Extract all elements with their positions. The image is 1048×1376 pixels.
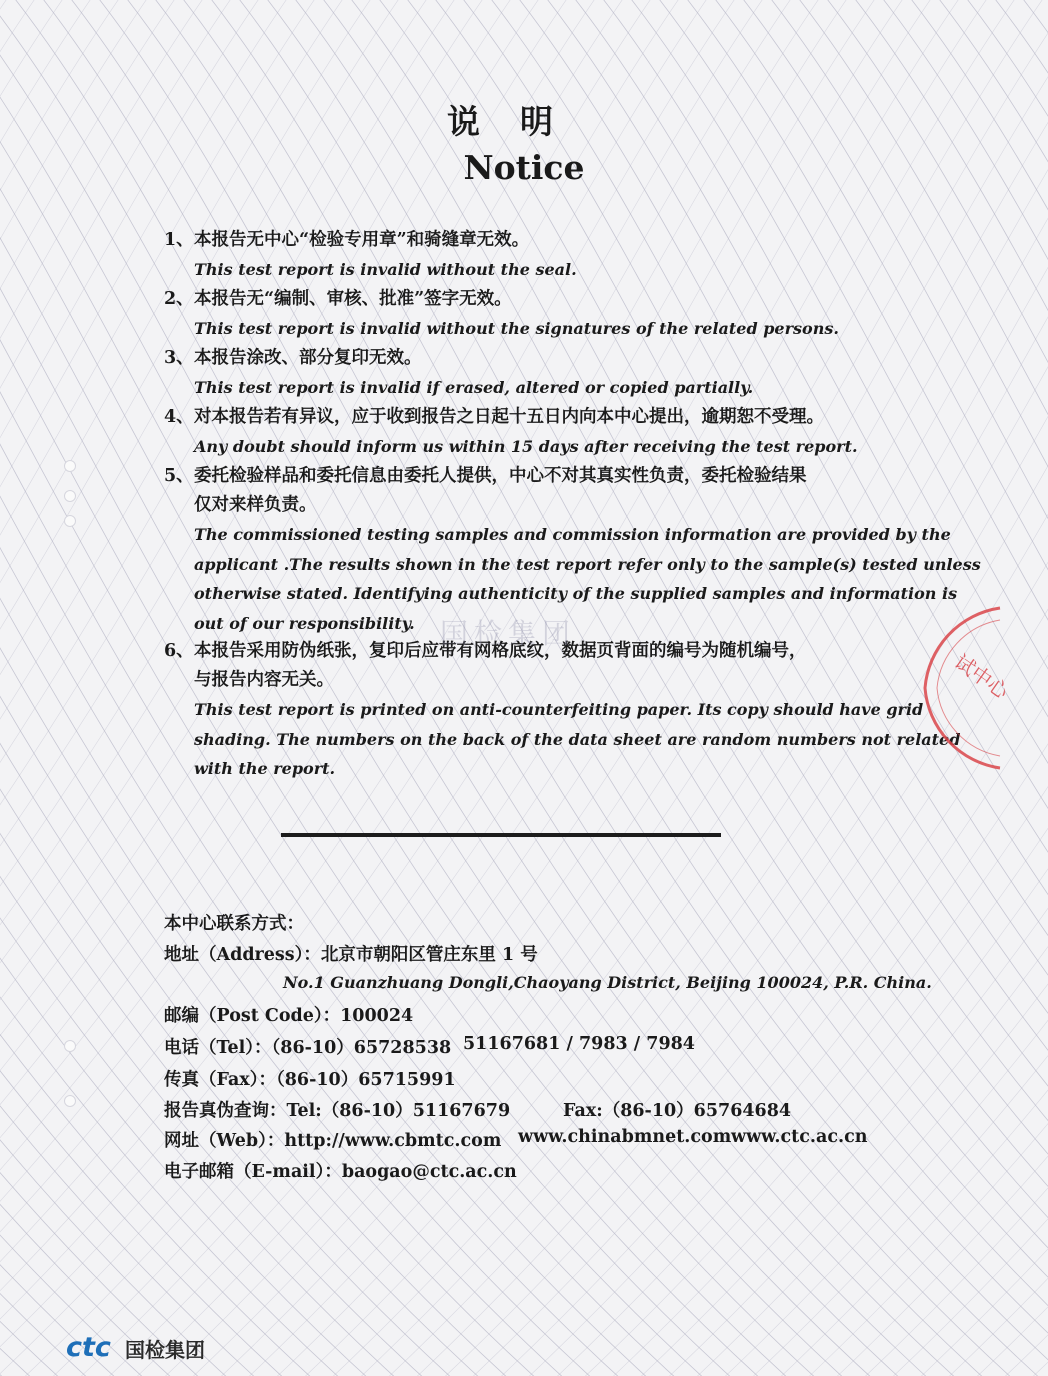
web-link-3[interactable]: www.ctc.ac.cn: [731, 1127, 868, 1147]
item-cn: 1、本报告无中心“检验专用章”和骑缝章无效。: [164, 226, 577, 255]
item-en: out of our responsibility.: [194, 613, 415, 633]
web-link-2[interactable]: www.chinabmnet.com: [518, 1127, 732, 1147]
divider-rule: [281, 833, 721, 837]
address-row: [164, 941, 538, 966]
item-cn: 与报告内容无关。: [194, 670, 334, 690]
pattern-line: [0, 0, 104, 1376]
web-row: [164, 1127, 501, 1152]
punch-hole: [64, 460, 76, 472]
notice-item-1: [164, 226, 577, 285]
tel-row: [164, 1034, 451, 1059]
fax-label: 传真（Fax）：: [164, 1070, 276, 1090]
watermark-text: 国检集团: [440, 617, 577, 650]
postcode-row: [164, 1002, 413, 1027]
notice-item-3: [164, 344, 753, 403]
seal-text: 试中心: [950, 649, 1014, 704]
pattern-line: [0, 0, 28, 1376]
item-en: This test report is invalid without the signatures of the related persons.: [194, 319, 839, 338]
fax-value: （86-10）65715991: [276, 1070, 456, 1090]
email-value[interactable]: baogao@ctc.ac.cn: [341, 1162, 517, 1182]
item-en: otherwise stated. Identifying authenticity of the supplied samples and information is: [194, 584, 958, 603]
item-en: This test report is printed on anti-counterfeiting paper. Its copy should have grid: [194, 700, 924, 719]
verify-label: 报告真伪查询：: [164, 1101, 287, 1121]
item-en: The commissioned testing samples and commission information are provided by the: [194, 525, 951, 544]
notice-item-6: [164, 637, 960, 784]
punch-hole: [64, 490, 76, 502]
pattern-line: [0, 0, 84, 1376]
tel-value: （86-10）65728538: [271, 1038, 452, 1058]
web-label: 网址（Web）：: [164, 1131, 285, 1151]
post-value: 100024: [340, 1006, 414, 1026]
notice-item-4: [164, 403, 858, 462]
verify-tel: Tel:（86-10）51167679: [286, 1101, 511, 1121]
punch-hole: [64, 1040, 76, 1052]
item-en: This test report is invalid if erased, altered or copied partially.: [194, 378, 754, 397]
item-cn: 5、委托检验样品和委托信息由委托人提供，中心不对其真实性负责，委托检验结果: [164, 462, 981, 491]
ctc-logo-mark: [66, 1332, 122, 1363]
pattern-line: [0, 0, 48, 1376]
tel-label: 电话（Tel）：: [164, 1038, 272, 1058]
verify-fax: Fax:（86-10）65764684: [563, 1101, 792, 1121]
post-label: 邮编（Post Code）：: [164, 1006, 341, 1026]
punch-hole: [64, 515, 76, 527]
item-number: 4、: [164, 407, 194, 427]
email-row: [164, 1158, 517, 1183]
item-number: 5、: [164, 466, 194, 486]
item-cn: 2、本报告无“编制、审核、批准”签字无效。: [164, 285, 839, 314]
item-cn: 6、本报告采用防伪纸张，复印后应带有网格底纹，数据页背面的编号为随机编号，: [164, 637, 960, 666]
item-cn: 3、本报告涂改、部分复印无效。: [164, 344, 753, 373]
contact-heading: 本中心联系方式：: [164, 914, 304, 934]
item-number: 3、: [164, 348, 194, 368]
address-label: 地址（Address）：: [164, 945, 321, 965]
punch-hole: [64, 1095, 76, 1107]
item-en: This test report is invalid without the seal.: [194, 260, 577, 279]
address-cn: 北京市朝阳区管庄东里 1 号: [320, 945, 538, 965]
pattern-line: [0, 0, 160, 1376]
email-label: 电子邮箱（E-mail）：: [164, 1162, 342, 1182]
web-link-1[interactable]: http://www.cbmtc.com: [284, 1131, 502, 1151]
item-number: 6、: [164, 641, 194, 661]
item-number: 1、: [164, 230, 194, 250]
item-cn: 仅对来样负责。: [194, 495, 317, 515]
item-en: Any doubt should inform us within 15 days after receiving the test report.: [194, 437, 858, 456]
item-en: shading. The numbers on the back of the data sheet are random numbers not related: [194, 729, 961, 749]
item-en: with the report.: [194, 759, 336, 778]
pattern-line: [0, 0, 140, 1376]
item-cn: 4、对本报告若有异议，应于收到报告之日起十五日内向本中心提出，逾期恕不受理。: [164, 403, 858, 432]
title-chinese: 说明: [447, 102, 593, 141]
verify-row: [164, 1097, 510, 1122]
address-en: No.1 Guanzhuang Dongli,Chaoyang District, Beijing 100024, P.R. China.: [283, 973, 932, 992]
fax-row: [164, 1066, 456, 1091]
red-seal-partial: [905, 600, 1014, 775]
item-number: 2、: [164, 289, 194, 309]
logo-text: 国检集团: [125, 1338, 205, 1362]
notice-item-2: [164, 285, 839, 344]
pattern-line: [1008, 0, 1048, 1376]
pattern-line: [1008, 0, 1048, 1376]
tel-value-2: 51167681 / 7983 / 7984: [463, 1034, 695, 1054]
title-english: Notice: [463, 148, 585, 187]
item-en: applicant .The results shown in the test report refer only to the sample(s) tested unless: [194, 554, 981, 574]
svg-text:ctc: ctc: [66, 1332, 111, 1363]
